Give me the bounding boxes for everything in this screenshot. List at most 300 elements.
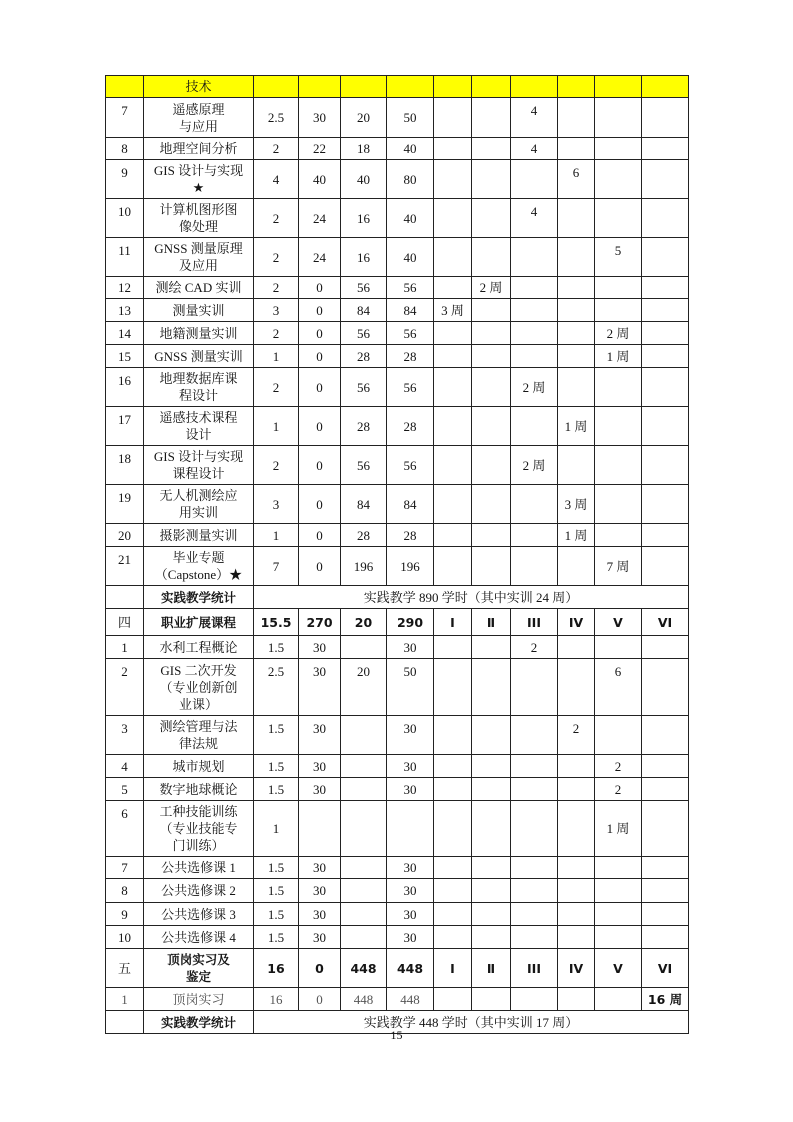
seq-cell: 10 xyxy=(106,926,144,949)
total-hours-cell xyxy=(387,801,434,857)
curriculum-table xyxy=(105,75,689,1034)
semester-3-cell xyxy=(511,547,558,586)
total-hours-cell: 40 xyxy=(387,199,434,238)
semester-3-cell xyxy=(511,345,558,368)
credits-cell: 2 xyxy=(254,138,299,160)
table-row xyxy=(106,636,689,659)
practice-hours-cell xyxy=(341,801,387,857)
table-row xyxy=(106,857,689,879)
total-hours-cell: 84 xyxy=(387,485,434,524)
semester-5-cell xyxy=(595,299,642,322)
practice-hours-cell: 18 xyxy=(341,138,387,160)
semester-5-cell xyxy=(595,485,642,524)
practice-hours-cell xyxy=(341,76,387,98)
semester-1-cell xyxy=(434,345,472,368)
semester-6-cell xyxy=(642,277,689,299)
semester-2-cell xyxy=(472,76,511,98)
semester-3-cell xyxy=(511,716,558,755)
semester-4-cell xyxy=(558,988,595,1011)
course-name-cell: 测量实训 xyxy=(144,299,254,322)
course-name-cell: 技术 xyxy=(144,76,254,98)
total-hours-cell: 30 xyxy=(387,879,434,903)
theory-hours-cell: 40 xyxy=(299,160,341,199)
semester-6-cell xyxy=(642,755,689,778)
theory-hours-cell: 0 xyxy=(299,407,341,446)
practice-hours-cell: 28 xyxy=(341,524,387,547)
semester-4-cell xyxy=(558,322,595,345)
course-name-cell: GNSS 测量原理 及应用 xyxy=(144,238,254,277)
total-hours-cell: 40 xyxy=(387,238,434,277)
semester-4-cell xyxy=(558,903,595,926)
semester-2-cell xyxy=(472,636,511,659)
semester-6-cell: 16 周 xyxy=(642,988,689,1011)
semester-1-cell xyxy=(434,524,472,547)
section-header-row xyxy=(106,609,689,636)
semester-3-cell: 2 周 xyxy=(511,446,558,485)
table-row xyxy=(106,238,689,277)
course-name-cell: 地籍测量实训 xyxy=(144,322,254,345)
semester-6-cell xyxy=(642,446,689,485)
table-row xyxy=(106,199,689,238)
seq-cell: 7 xyxy=(106,857,144,879)
semester-1-cell xyxy=(434,879,472,903)
semester-3-cell xyxy=(511,76,558,98)
seq-cell: 4 xyxy=(106,755,144,778)
theory-hours-cell: 0 xyxy=(299,322,341,345)
course-name-cell: 测绘 CAD 实训 xyxy=(144,277,254,299)
semester-6-cell xyxy=(642,485,689,524)
theory-hours-cell: 24 xyxy=(299,238,341,277)
seq-cell: 9 xyxy=(106,903,144,926)
course-name-cell: 水利工程概论 xyxy=(144,636,254,659)
semester-1-cell xyxy=(434,716,472,755)
semester-6-cell xyxy=(642,547,689,586)
semester-1-cell xyxy=(434,857,472,879)
highlighted-row xyxy=(106,76,689,98)
semester-2-cell xyxy=(472,857,511,879)
semester-2-cell xyxy=(472,160,511,199)
semester-6-cell xyxy=(642,299,689,322)
semester-5-cell xyxy=(595,138,642,160)
credits-cell: 2 xyxy=(254,277,299,299)
total-hours-cell: 28 xyxy=(387,345,434,368)
practice-hours-cell: 448 xyxy=(341,988,387,1011)
semester-5-cell xyxy=(595,857,642,879)
practice-hours-cell xyxy=(341,755,387,778)
semester-1-cell xyxy=(434,485,472,524)
credits-cell: 2 xyxy=(254,199,299,238)
semester-1-cell xyxy=(434,636,472,659)
course-name-cell: 计算机图形图 像处理 xyxy=(144,199,254,238)
semester-1-cell xyxy=(434,407,472,446)
total-hours-cell: 30 xyxy=(387,636,434,659)
course-name-cell: 地理空间分析 xyxy=(144,138,254,160)
total-hours-cell: 56 xyxy=(387,368,434,407)
semester-1-cell xyxy=(434,988,472,1011)
curriculum-table-body xyxy=(106,76,689,1034)
credits-cell: 16 xyxy=(254,949,299,988)
practice-hours-cell: 20 xyxy=(341,659,387,716)
semester-4-cell xyxy=(558,299,595,322)
theory-hours-cell: 30 xyxy=(299,716,341,755)
seq-cell: 2 xyxy=(106,659,144,716)
total-hours-cell: 30 xyxy=(387,857,434,879)
table-row xyxy=(106,903,689,926)
semester-4-cell: IV xyxy=(558,609,595,636)
table-row xyxy=(106,160,689,199)
seq-cell: 10 xyxy=(106,199,144,238)
semester-2-cell: Ⅱ xyxy=(472,609,511,636)
total-hours-cell: 28 xyxy=(387,524,434,547)
semester-4-cell: 6 xyxy=(558,160,595,199)
course-name-cell: GIS 设计与实现 课程设计 xyxy=(144,446,254,485)
semester-3-cell xyxy=(511,857,558,879)
semester-4-cell: 1 周 xyxy=(558,524,595,547)
practice-hours-cell xyxy=(341,857,387,879)
semester-6-cell xyxy=(642,926,689,949)
total-hours-cell: 30 xyxy=(387,778,434,801)
semester-6-cell: VI xyxy=(642,949,689,988)
semester-4-cell xyxy=(558,98,595,138)
credits-cell: 1.5 xyxy=(254,926,299,949)
semester-6-cell xyxy=(642,524,689,547)
credits-cell: 1 xyxy=(254,801,299,857)
credits-cell: 16 xyxy=(254,988,299,1011)
practice-hours-cell: 56 xyxy=(341,446,387,485)
semester-3-cell xyxy=(511,299,558,322)
semester-1-cell xyxy=(434,160,472,199)
semester-5-cell xyxy=(595,879,642,903)
practice-hours-cell: 28 xyxy=(341,345,387,368)
course-name-cell: 职业扩展课程 xyxy=(144,609,254,636)
table-row xyxy=(106,926,689,949)
total-hours-cell: 30 xyxy=(387,903,434,926)
table-row xyxy=(106,716,689,755)
course-name-cell: GIS 二次开发 （专业创新创 业课） xyxy=(144,659,254,716)
theory-hours-cell: 0 xyxy=(299,446,341,485)
seq-cell: 19 xyxy=(106,485,144,524)
credits-cell: 1 xyxy=(254,407,299,446)
practice-hours-cell: 448 xyxy=(341,949,387,988)
semester-1-cell: I xyxy=(434,609,472,636)
theory-hours-cell: 30 xyxy=(299,659,341,716)
credits-cell: 1.5 xyxy=(254,636,299,659)
semester-6-cell xyxy=(642,138,689,160)
summary-text-cell: 实践教学 890 学时（其中实训 24 周） xyxy=(254,586,689,609)
semester-2-cell xyxy=(472,199,511,238)
semester-3-cell: III xyxy=(511,949,558,988)
table-row xyxy=(106,755,689,778)
semester-5-cell: 7 周 xyxy=(595,547,642,586)
table-row xyxy=(106,659,689,716)
theory-hours-cell: 0 xyxy=(299,547,341,586)
credits-cell: 15.5 xyxy=(254,609,299,636)
semester-4-cell xyxy=(558,345,595,368)
semester-5-cell xyxy=(595,524,642,547)
semester-6-cell xyxy=(642,778,689,801)
credits-cell: 1 xyxy=(254,524,299,547)
total-hours-cell: 28 xyxy=(387,407,434,446)
semester-1-cell xyxy=(434,903,472,926)
practice-hours-cell: 16 xyxy=(341,199,387,238)
semester-4-cell xyxy=(558,778,595,801)
semester-2-cell xyxy=(472,238,511,277)
practice-hours-cell: 20 xyxy=(341,98,387,138)
theory-hours-cell: 0 xyxy=(299,524,341,547)
theory-hours-cell: 30 xyxy=(299,636,341,659)
semester-5-cell xyxy=(595,636,642,659)
practice-hours-cell xyxy=(341,636,387,659)
semester-6-cell xyxy=(642,407,689,446)
table-row xyxy=(106,407,689,446)
semester-5-cell: 2 周 xyxy=(595,322,642,345)
practice-hours-cell: 196 xyxy=(341,547,387,586)
semester-4-cell xyxy=(558,755,595,778)
semester-1-cell xyxy=(434,368,472,407)
credits-cell: 2 xyxy=(254,368,299,407)
credits-cell: 7 xyxy=(254,547,299,586)
seq-cell: 5 xyxy=(106,778,144,801)
total-hours-cell: 56 xyxy=(387,446,434,485)
seq-cell: 1 xyxy=(106,636,144,659)
theory-hours-cell: 24 xyxy=(299,199,341,238)
theory-hours-cell: 30 xyxy=(299,926,341,949)
table-row xyxy=(106,879,689,903)
theory-hours-cell: 0 xyxy=(299,949,341,988)
credits-cell: 2 xyxy=(254,238,299,277)
semester-6-cell xyxy=(642,659,689,716)
semester-2-cell xyxy=(472,547,511,586)
seq-cell: 8 xyxy=(106,879,144,903)
theory-hours-cell: 270 xyxy=(299,609,341,636)
semester-4-cell xyxy=(558,926,595,949)
credits-cell: 1.5 xyxy=(254,755,299,778)
course-name-cell: 地理数据库课 程设计 xyxy=(144,368,254,407)
practice-hours-cell: 56 xyxy=(341,277,387,299)
total-hours-cell: 30 xyxy=(387,755,434,778)
summary-label-cell: 实践教学统计 xyxy=(144,1011,254,1034)
seq-cell: 16 xyxy=(106,368,144,407)
seq-cell: 8 xyxy=(106,138,144,160)
practice-hours-cell: 56 xyxy=(341,368,387,407)
semester-5-cell: 1 周 xyxy=(595,345,642,368)
semester-1-cell xyxy=(434,322,472,345)
theory-hours-cell xyxy=(299,76,341,98)
semester-5-cell: 1 周 xyxy=(595,801,642,857)
table-row xyxy=(106,322,689,345)
total-hours-cell: 196 xyxy=(387,547,434,586)
semester-6-cell: VI xyxy=(642,609,689,636)
semester-2-cell xyxy=(472,926,511,949)
semester-5-cell: V xyxy=(595,609,642,636)
course-name-cell: 顶岗实习及 鉴定 xyxy=(144,949,254,988)
page-number: 15 xyxy=(390,1028,403,1042)
seq-cell: 11 xyxy=(106,238,144,277)
credits-cell: 1.5 xyxy=(254,778,299,801)
semester-3-cell: 2 xyxy=(511,636,558,659)
semester-5-cell xyxy=(595,716,642,755)
semester-5-cell: V xyxy=(595,949,642,988)
summary-row xyxy=(106,586,689,609)
table-row xyxy=(106,485,689,524)
course-name-cell: 城市规划 xyxy=(144,755,254,778)
table-row xyxy=(106,801,689,857)
seq-cell: 14 xyxy=(106,322,144,345)
practice-hours-cell: 56 xyxy=(341,322,387,345)
section-header-row xyxy=(106,949,689,988)
practice-hours-cell xyxy=(341,926,387,949)
semester-2-cell xyxy=(472,988,511,1011)
course-name-cell: GIS 设计与实现 ★ xyxy=(144,160,254,199)
theory-hours-cell: 0 xyxy=(299,277,341,299)
semester-4-cell xyxy=(558,277,595,299)
semester-4-cell xyxy=(558,446,595,485)
practice-hours-cell: 16 xyxy=(341,238,387,277)
semester-6-cell xyxy=(642,636,689,659)
course-name-cell: 公共选修课 3 xyxy=(144,903,254,926)
semester-3-cell xyxy=(511,801,558,857)
semester-3-cell xyxy=(511,903,558,926)
semester-1-cell xyxy=(434,98,472,138)
total-hours-cell: 56 xyxy=(387,322,434,345)
semester-5-cell xyxy=(595,903,642,926)
semester-5-cell: 6 xyxy=(595,659,642,716)
course-name-cell: 毕业专题 （Capstone）★ xyxy=(144,547,254,586)
table-row xyxy=(106,368,689,407)
semester-2-cell xyxy=(472,879,511,903)
seq-cell: 四 xyxy=(106,609,144,636)
table-row xyxy=(106,277,689,299)
semester-2-cell xyxy=(472,446,511,485)
semester-5-cell: 5 xyxy=(595,238,642,277)
seq-cell: 7 xyxy=(106,98,144,138)
semester-5-cell xyxy=(595,199,642,238)
semester-4-cell: 1 周 xyxy=(558,407,595,446)
semester-6-cell xyxy=(642,238,689,277)
semester-2-cell xyxy=(472,801,511,857)
semester-5-cell xyxy=(595,446,642,485)
seq-cell: 1 xyxy=(106,988,144,1011)
seq-cell: 17 xyxy=(106,407,144,446)
table-row xyxy=(106,345,689,368)
course-name-cell: 公共选修课 2 xyxy=(144,879,254,903)
table-row xyxy=(106,98,689,138)
credits-cell: 1.5 xyxy=(254,716,299,755)
credits-cell xyxy=(254,76,299,98)
semester-4-cell xyxy=(558,547,595,586)
course-name-cell: 工种技能训练 （专业技能专 门训练） xyxy=(144,801,254,857)
table-row xyxy=(106,446,689,485)
semester-3-cell xyxy=(511,160,558,199)
semester-6-cell xyxy=(642,345,689,368)
total-hours-cell: 50 xyxy=(387,659,434,716)
seq-cell: 20 xyxy=(106,524,144,547)
credits-cell: 1.5 xyxy=(254,857,299,879)
course-name-cell: 遥感技术课程 设计 xyxy=(144,407,254,446)
practice-hours-cell xyxy=(341,903,387,926)
theory-hours-cell: 30 xyxy=(299,755,341,778)
semester-2-cell xyxy=(472,322,511,345)
semester-3-cell xyxy=(511,926,558,949)
semester-4-cell: 2 xyxy=(558,716,595,755)
seq-cell: 3 xyxy=(106,716,144,755)
total-hours-cell xyxy=(387,76,434,98)
semester-3-cell: 4 xyxy=(511,138,558,160)
semester-2-cell xyxy=(472,659,511,716)
seq-cell: 15 xyxy=(106,345,144,368)
practice-hours-cell: 20 xyxy=(341,609,387,636)
semester-4-cell xyxy=(558,879,595,903)
semester-4-cell xyxy=(558,138,595,160)
semester-3-cell xyxy=(511,524,558,547)
total-hours-cell: 448 xyxy=(387,949,434,988)
semester-5-cell: 2 xyxy=(595,778,642,801)
total-hours-cell: 50 xyxy=(387,98,434,138)
semester-6-cell xyxy=(642,368,689,407)
semester-3-cell xyxy=(511,238,558,277)
credits-cell: 2 xyxy=(254,322,299,345)
theory-hours-cell: 30 xyxy=(299,857,341,879)
semester-4-cell xyxy=(558,238,595,277)
practice-hours-cell xyxy=(341,879,387,903)
credits-cell: 1 xyxy=(254,345,299,368)
semester-2-cell xyxy=(472,716,511,755)
total-hours-cell: 30 xyxy=(387,926,434,949)
semester-4-cell xyxy=(558,368,595,407)
total-hours-cell: 448 xyxy=(387,988,434,1011)
semester-6-cell xyxy=(642,199,689,238)
seq-cell: 13 xyxy=(106,299,144,322)
semester-3-cell: 4 xyxy=(511,98,558,138)
course-name-cell: GNSS 测量实训 xyxy=(144,345,254,368)
semester-3-cell xyxy=(511,407,558,446)
semester-1-cell xyxy=(434,138,472,160)
semester-1-cell xyxy=(434,926,472,949)
semester-4-cell xyxy=(558,857,595,879)
table-row xyxy=(106,988,689,1011)
table-row xyxy=(106,547,689,586)
semester-2-cell xyxy=(472,524,511,547)
semester-2-cell xyxy=(472,299,511,322)
semester-3-cell: III xyxy=(511,609,558,636)
semester-2-cell: 2 周 xyxy=(472,277,511,299)
semester-2-cell: Ⅱ xyxy=(472,949,511,988)
semester-3-cell: 4 xyxy=(511,199,558,238)
seq-cell: 12 xyxy=(106,277,144,299)
practice-hours-cell: 84 xyxy=(341,299,387,322)
semester-6-cell xyxy=(642,903,689,926)
semester-2-cell xyxy=(472,755,511,778)
practice-hours-cell xyxy=(341,778,387,801)
practice-hours-cell: 40 xyxy=(341,160,387,199)
credits-cell: 2 xyxy=(254,446,299,485)
semester-5-cell xyxy=(595,926,642,949)
semester-3-cell xyxy=(511,879,558,903)
theory-hours-cell: 22 xyxy=(299,138,341,160)
practice-hours-cell: 84 xyxy=(341,485,387,524)
course-name-cell: 公共选修课 1 xyxy=(144,857,254,879)
semester-1-cell xyxy=(434,659,472,716)
semester-6-cell xyxy=(642,160,689,199)
semester-5-cell xyxy=(595,368,642,407)
course-name-cell: 摄影测量实训 xyxy=(144,524,254,547)
semester-3-cell: 2 周 xyxy=(511,368,558,407)
semester-2-cell xyxy=(472,345,511,368)
semester-6-cell xyxy=(642,716,689,755)
theory-hours-cell: 0 xyxy=(299,299,341,322)
theory-hours-cell: 0 xyxy=(299,368,341,407)
semester-4-cell xyxy=(558,636,595,659)
